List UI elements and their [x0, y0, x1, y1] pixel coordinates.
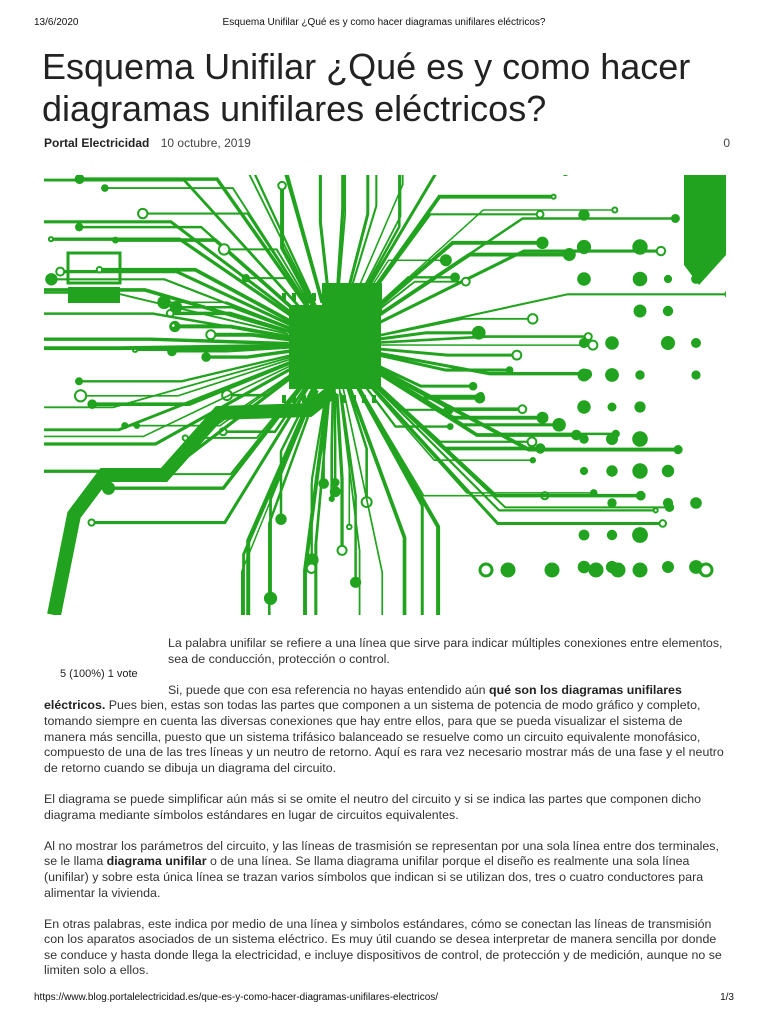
paragraph-single-line [44, 839, 726, 901]
bold-phrase: diagrama unifilar [106, 854, 207, 869]
hero-image [44, 175, 726, 615]
rating-summary: 5 (100%) 1 vote [60, 668, 138, 680]
paragraph-simplify: El diagrama se puede simplificar aún más si se omite el neutro del circuito y si se indica las partes que componen dicho diagrama mediante símbolos estándares en lugar de circuitos equivalentes. [44, 791, 702, 822]
circuit-board-image [44, 175, 726, 615]
paragraph-definition [44, 683, 726, 777]
page-number: 1/3 [720, 992, 734, 1003]
comment-count-link[interactable]: 0 [723, 136, 730, 150]
paragraph-text: Al no mostrar los parámetros del circuito, y las líneas de trasmisión se representan por una sola línea entre dos terminales, se le llama [44, 838, 719, 869]
bold-phrase: qué son los diagramas unifilares eléctricos. [44, 682, 682, 713]
print-url: https://www.blog.portalelectricidad.es/que-es-y-como-hacer-diagramas-unifilares-electricos/ [34, 992, 439, 1003]
author-link[interactable]: Portal Electricidad [44, 136, 150, 150]
paragraph-intro: La palabra unifilar se refiere a una línea que sirve para indicar múltiples conexiones entre elementos, sea de conducción, protección o control. [168, 636, 723, 666]
paragraph-summary: En otras palabras, este indica por medio de una línea y simbolos estándares, cómo se conectan las líneas de transmisión con los aparatos asociados de un sistema eléctrico. Es muy útil cuando se desea interpretar de manera sencilla por donde se conduce y hasta donde llega la electricidad, e incluye dispositivos de control, de protección y de medición, aunque no se limiten solo a ellos. [44, 916, 722, 978]
print-date: 13/6/2020 [34, 17, 79, 28]
article-title: Esquema Unifilar ¿Qué es y como hacer diagramas unifilares eléctricos? [42, 46, 691, 129]
paragraph-text: o de una línea. Se llama diagrama unifilar porque el diseño es realmente una sola línea (unifilar) y sobre esta única línea se trazan varios símbolos que indican si se utilizan dos, tres o cuatro conductores para alimentar la vivienda. [44, 854, 704, 900]
article-meta [44, 136, 730, 154]
print-header [0, 0, 768, 40]
publish-date: 10 octubre, 2019 [160, 136, 251, 150]
print-document-title: Esquema Unifilar ¿Qué es y como hacer diagramas unifilares eléctricos? [222, 17, 546, 28]
article-body [44, 636, 726, 995]
paragraph-text: Si, puede que con esa referencia no hayas entendido aún [168, 682, 490, 697]
paragraph-text: Pues bien, estas son todas las partes que componen a un sistema de potencia de modo gráfico y completo, tomando siempre en cuenta las diversas conexiones que hay entre ellos, para que se pueda visualizar el sistema de manera más sencilla, puesto que un sistema trifásico balanceado se resuelve como un circuito equivalente monofásico, compuesto de una de las tres líneas y un neutro de retorno. Aquí es rara vez necesario mostrar más de una fase y el neutro de retorno cuando se dibuja un diagrama del circuito. [44, 698, 724, 775]
